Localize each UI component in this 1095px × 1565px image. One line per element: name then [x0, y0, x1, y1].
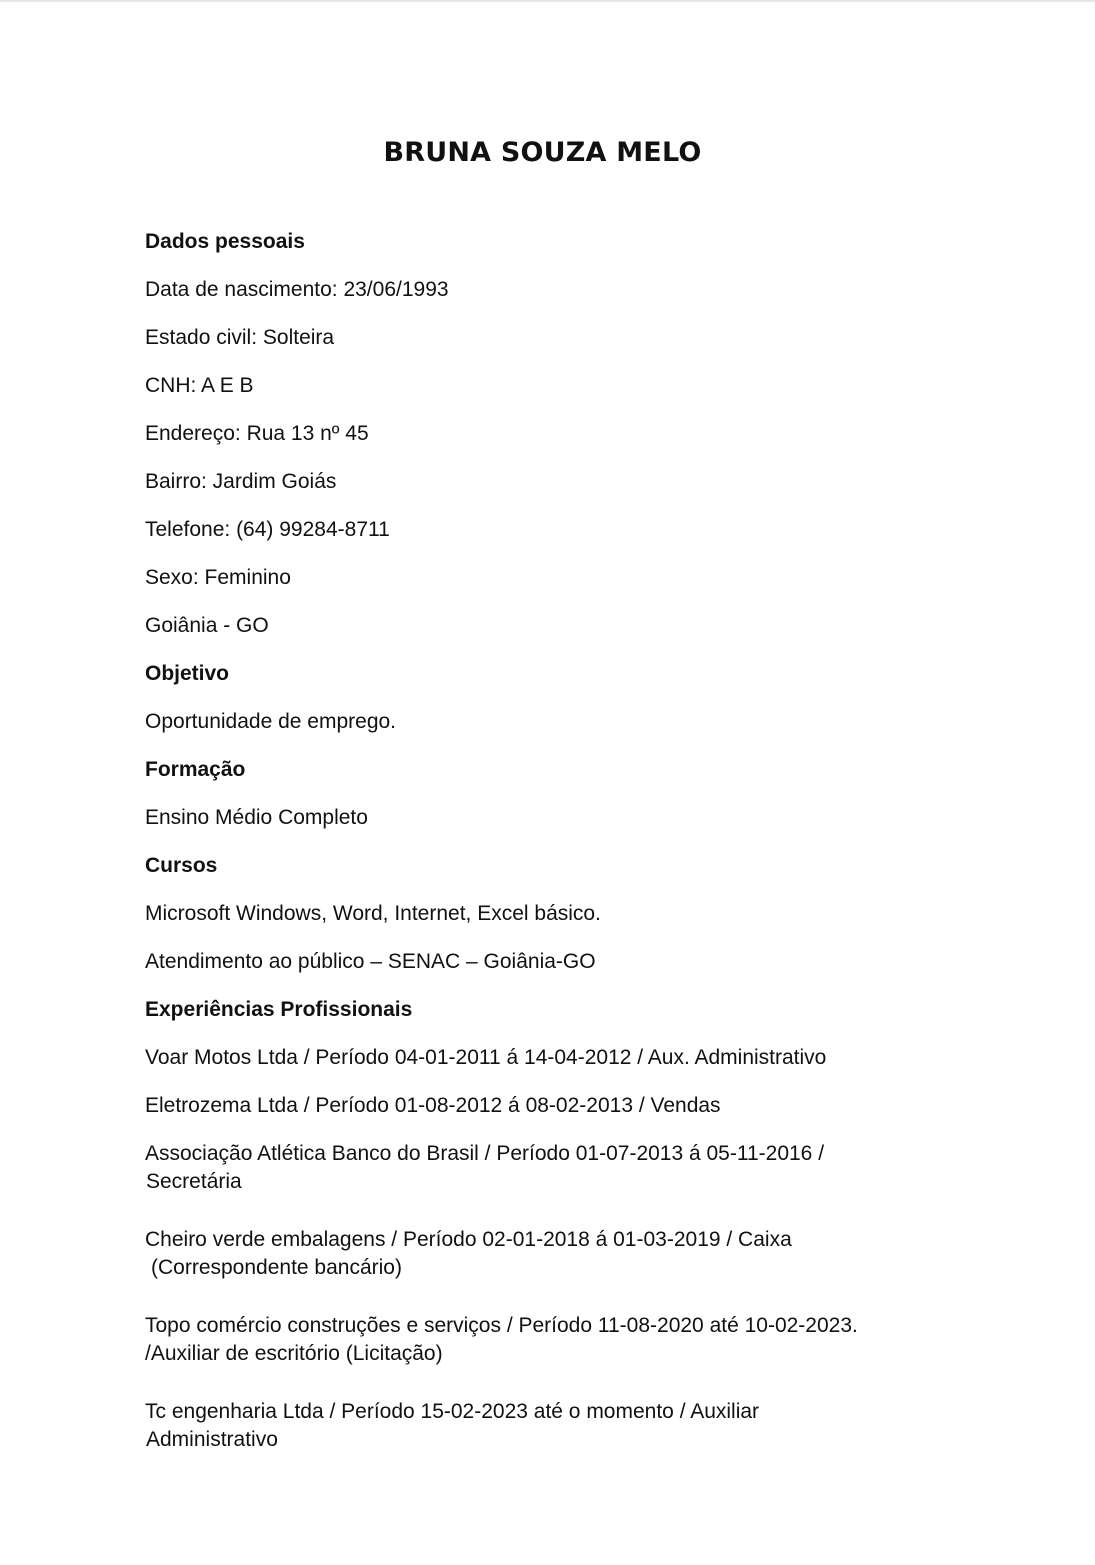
birth-date: Data de nascimento: 23/06/1993	[145, 278, 449, 301]
education-text: Ensino Médio Completo	[145, 806, 368, 829]
city: Goiânia - GO	[145, 614, 269, 637]
section-heading-objetivo: Objetivo	[145, 662, 230, 685]
course-item: Atendimento ao público – SENAC – Goiânia-GO	[145, 950, 596, 973]
experience-item	[145, 1044, 965, 1072]
section-heading-dados-pessoais: Dados pessoais	[145, 230, 305, 253]
section-heading-formacao: Formação	[145, 758, 246, 781]
address: Endereço: Rua 13 nº 45	[145, 422, 369, 445]
marital-status: Estado civil: Solteira	[145, 326, 335, 349]
experience-item	[145, 1398, 965, 1454]
page-top-border	[0, 0, 1095, 2]
resume-body	[145, 228, 965, 1474]
section-heading-cursos: Cursos	[145, 854, 218, 877]
objective-text: Oportunidade de emprego.	[145, 710, 397, 733]
neighborhood: Bairro: Jardim Goiás	[145, 470, 337, 493]
experience-line: Tc engenharia Ltda / Período 15-02-2023 até o momento / Auxiliar	[145, 1400, 760, 1423]
experience-line: Topo comércio construções e serviços / Período 11-08-2020 até 10-02-2023.	[145, 1314, 858, 1337]
experience-item	[145, 1226, 965, 1282]
experience-line-continued: /Auxiliar de escritório (Licitação)	[145, 1342, 443, 1365]
experience-item	[145, 1312, 965, 1368]
experience-item	[145, 1140, 965, 1196]
experience-line-continued: Administrativo	[146, 1428, 278, 1451]
experience-line: Voar Motos Ltda / Período 04-01-2011 á 14-04-2012 / Aux. Administrativo	[145, 1046, 827, 1069]
experience-line-continued: Secretária	[146, 1170, 242, 1193]
experience-item	[145, 1092, 965, 1120]
resume-name: BRUNA SOUZA MELO	[383, 137, 702, 168]
experience-line-continued: (Correspondente bancário)	[151, 1256, 402, 1279]
course-item: Microsoft Windows, Word, Internet, Excel básico.	[145, 902, 601, 925]
driver-license: CNH: A E B	[145, 374, 254, 397]
phone: Telefone: (64) 99284-8711	[145, 518, 390, 541]
section-heading-experiencias: Experiências Profissionais	[145, 998, 413, 1021]
experience-line: Cheiro verde embalagens / Período 02-01-2018 á 01-03-2019 / Caixa	[145, 1228, 792, 1251]
experience-line: Associação Atlética Banco do Brasil / Período 01-07-2013 á 05-11-2016 /	[145, 1142, 825, 1165]
experience-line: Eletrozema Ltda / Período 01-08-2012 á 08-02-2013 / Vendas	[145, 1094, 721, 1117]
gender: Sexo: Feminino	[145, 566, 291, 589]
